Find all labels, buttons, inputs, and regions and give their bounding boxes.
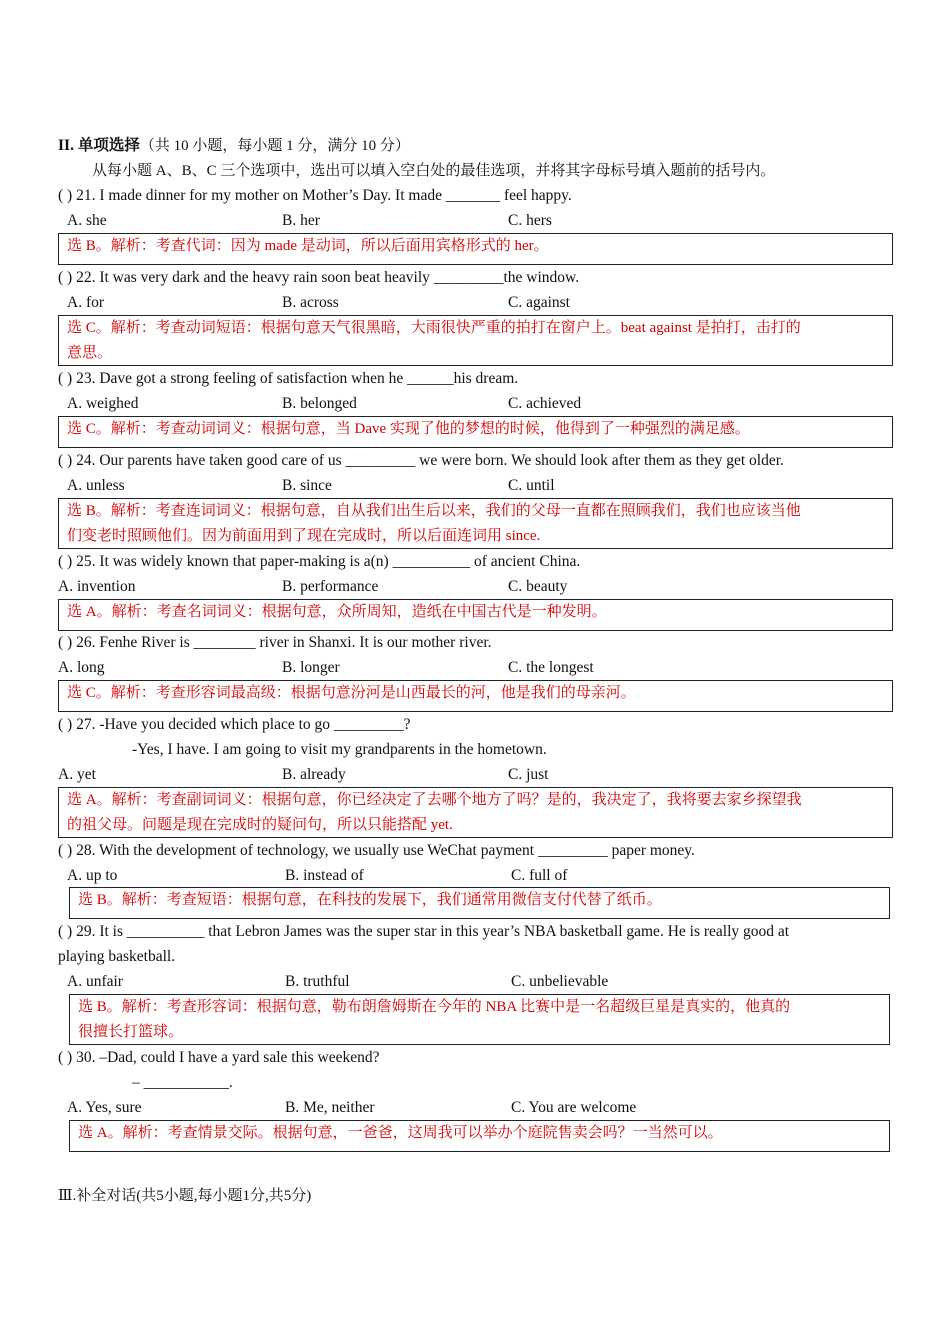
option-c: C. hers — [508, 212, 552, 229]
answer-box — [58, 416, 893, 448]
answer-text: 很擅长打篮球。 — [78, 1024, 184, 1040]
question-stem-line2: -Yes, I have. I am going to visit my grandparents in the hometown. — [132, 741, 547, 758]
question-stem-line2: – ___________. — [132, 1074, 233, 1091]
answer-box — [58, 315, 893, 366]
option-c: C. against — [508, 294, 570, 311]
option-b: B. truthful — [285, 973, 350, 990]
question-stem: ( ) 27. -Have you decided which place to go _________? — [58, 716, 411, 733]
answer-box — [58, 680, 893, 712]
question-stem: ( ) 26. Fenhe River is ________ river in Shanxi. It is our mother river. — [58, 634, 492, 651]
answer-box — [58, 498, 893, 549]
option-b: B. instead of — [285, 867, 364, 884]
option-a: A. unfair — [67, 973, 123, 990]
answer-text: 选 B。解析：考查连词词义：根据句意，自从我们出生后以来，我们的父母一直都在照顾我们，我们也应该当他 — [67, 503, 801, 519]
answer-text: 选 A。解析：考查副词词义：根据句意，你已经决定了去哪个地方了吗？是的，我决定了，我将要去家乡探望我 — [67, 792, 802, 808]
option-c: C. unbelievable — [511, 973, 609, 990]
option-a: A. weighed — [67, 395, 139, 412]
option-b: B. across — [282, 294, 339, 311]
option-b: B. belonged — [282, 395, 357, 412]
question-stem: ( ) 30. –Dad, could I have a yard sale this weekend? — [58, 1049, 380, 1066]
section-instruction: 从每小题 A、B、C 三个选项中，选出可以填入空白处的最佳选项，并将其字母标号填入题前的括号内。 — [92, 163, 776, 179]
option-a: A. up to — [67, 867, 118, 884]
answer-text: 的祖父母。问题是现在完成时的疑问句，所以只能搭配 yet. — [67, 817, 453, 833]
answer-text: 选 B。解析：考查代词：因为 made 是动词，所以后面用宾格形式的 her。 — [67, 238, 549, 254]
question-stem: ( ) 29. It is __________ that Lebron James was the super star in this year’s NBA basketball game. He is really good at — [58, 923, 790, 940]
answer-text: 选 B。解析：考查短语：根据句意，在科技的发展下，我们通常用微信支付代替了纸币。 — [78, 892, 662, 908]
option-a: A. invention — [58, 578, 136, 595]
question-stem: ( ) 22. It was very dark and the heavy rain soon beat heavily _________the window. — [58, 269, 580, 286]
option-c: C. the longest — [508, 659, 594, 676]
option-b: B. longer — [282, 659, 340, 676]
option-a: A. unless — [67, 477, 125, 494]
option-c: C. full of — [511, 867, 568, 884]
option-c: C. achieved — [508, 395, 582, 412]
section-title: II. 单项选择 — [58, 137, 140, 154]
question-stem: ( ) 23. Dave got a strong feeling of satisfaction when he ______his dream. — [58, 370, 519, 387]
answer-text: 选 B。解析：考查形容词：根据句意，勒布朗詹姆斯在今年的 NBA 比赛中是一名超级巨星是真实的，他真的 — [78, 999, 791, 1015]
option-a: A. yet — [58, 766, 96, 783]
option-b: B. her — [282, 212, 320, 229]
question-stem-line2: playing basketball. — [58, 948, 176, 965]
question-stem: ( ) 28. With the development of technology, we usually use WeChat payment _________ paper money. — [58, 842, 695, 859]
option-a: A. long — [58, 659, 105, 676]
question-stem: ( ) 25. It was widely known that paper-making is a(n) __________ of ancient China. — [58, 553, 581, 570]
option-c: C. beauty — [508, 578, 568, 595]
option-c: C. just — [508, 766, 549, 783]
option-c: C. You are welcome — [511, 1099, 637, 1116]
question-stem: ( ) 21. I made dinner for my mother on Mother’s Day. It made _______ feel happy. — [58, 187, 572, 204]
answer-text: 选 A。解析：考查情景交际。根据句意，一爸爸，这周我可以举办个庭院售卖会吗？一当然可以。 — [78, 1125, 723, 1141]
option-b: B. performance — [282, 578, 379, 595]
option-b: B. since — [282, 477, 332, 494]
question-stem: ( ) 24. Our parents have taken good care of us _________ we were born. We should look after them as they get older. — [58, 452, 784, 469]
answer-text: 选 A。解析：考查名词词义：根据句意，众所周知，造纸在中国古代是一种发明。 — [67, 604, 607, 620]
answer-text: 选 C。解析：考查形容词最高级：根据句意汾河是山西最长的河，他是我们的母亲河。 — [67, 685, 636, 701]
option-a: A. Yes, sure — [67, 1099, 142, 1116]
answer-text: 选 C。解析：考查动词短语：根据句意天气很黑暗，大雨很快严重的拍打在窗户上。beat against 是拍打，击打的 — [67, 320, 801, 336]
option-a: A. for — [67, 294, 105, 311]
answer-text: 选 C。解析：考查动词词义：根据句意，当 Dave 实现了他的梦想的时候，他得到了一种强烈的满足感。 — [67, 421, 750, 437]
answer-box — [58, 599, 893, 631]
section-subtitle: （共 10 小题，每小题 1 分，满分 10 分） — [139, 138, 410, 154]
answer-box — [69, 994, 890, 1045]
answer-box — [58, 233, 893, 265]
answer-box — [69, 887, 890, 919]
option-c: C. until — [508, 477, 555, 494]
option-a: A. she — [67, 212, 107, 229]
answer-box — [58, 787, 893, 838]
option-b: B. Me, neither — [285, 1099, 375, 1116]
answer-box — [69, 1120, 890, 1152]
option-b: B. already — [282, 766, 346, 783]
answer-text: 们变老时照顾他们。因为前面用到了现在完成时，所以后面连词用 since. — [67, 528, 541, 544]
answer-text: 意思。 — [67, 345, 113, 361]
section-heading — [58, 136, 410, 156]
section3-title: Ⅲ.补全对话(共5小题,每小题1分,共5分) — [58, 1188, 312, 1204]
